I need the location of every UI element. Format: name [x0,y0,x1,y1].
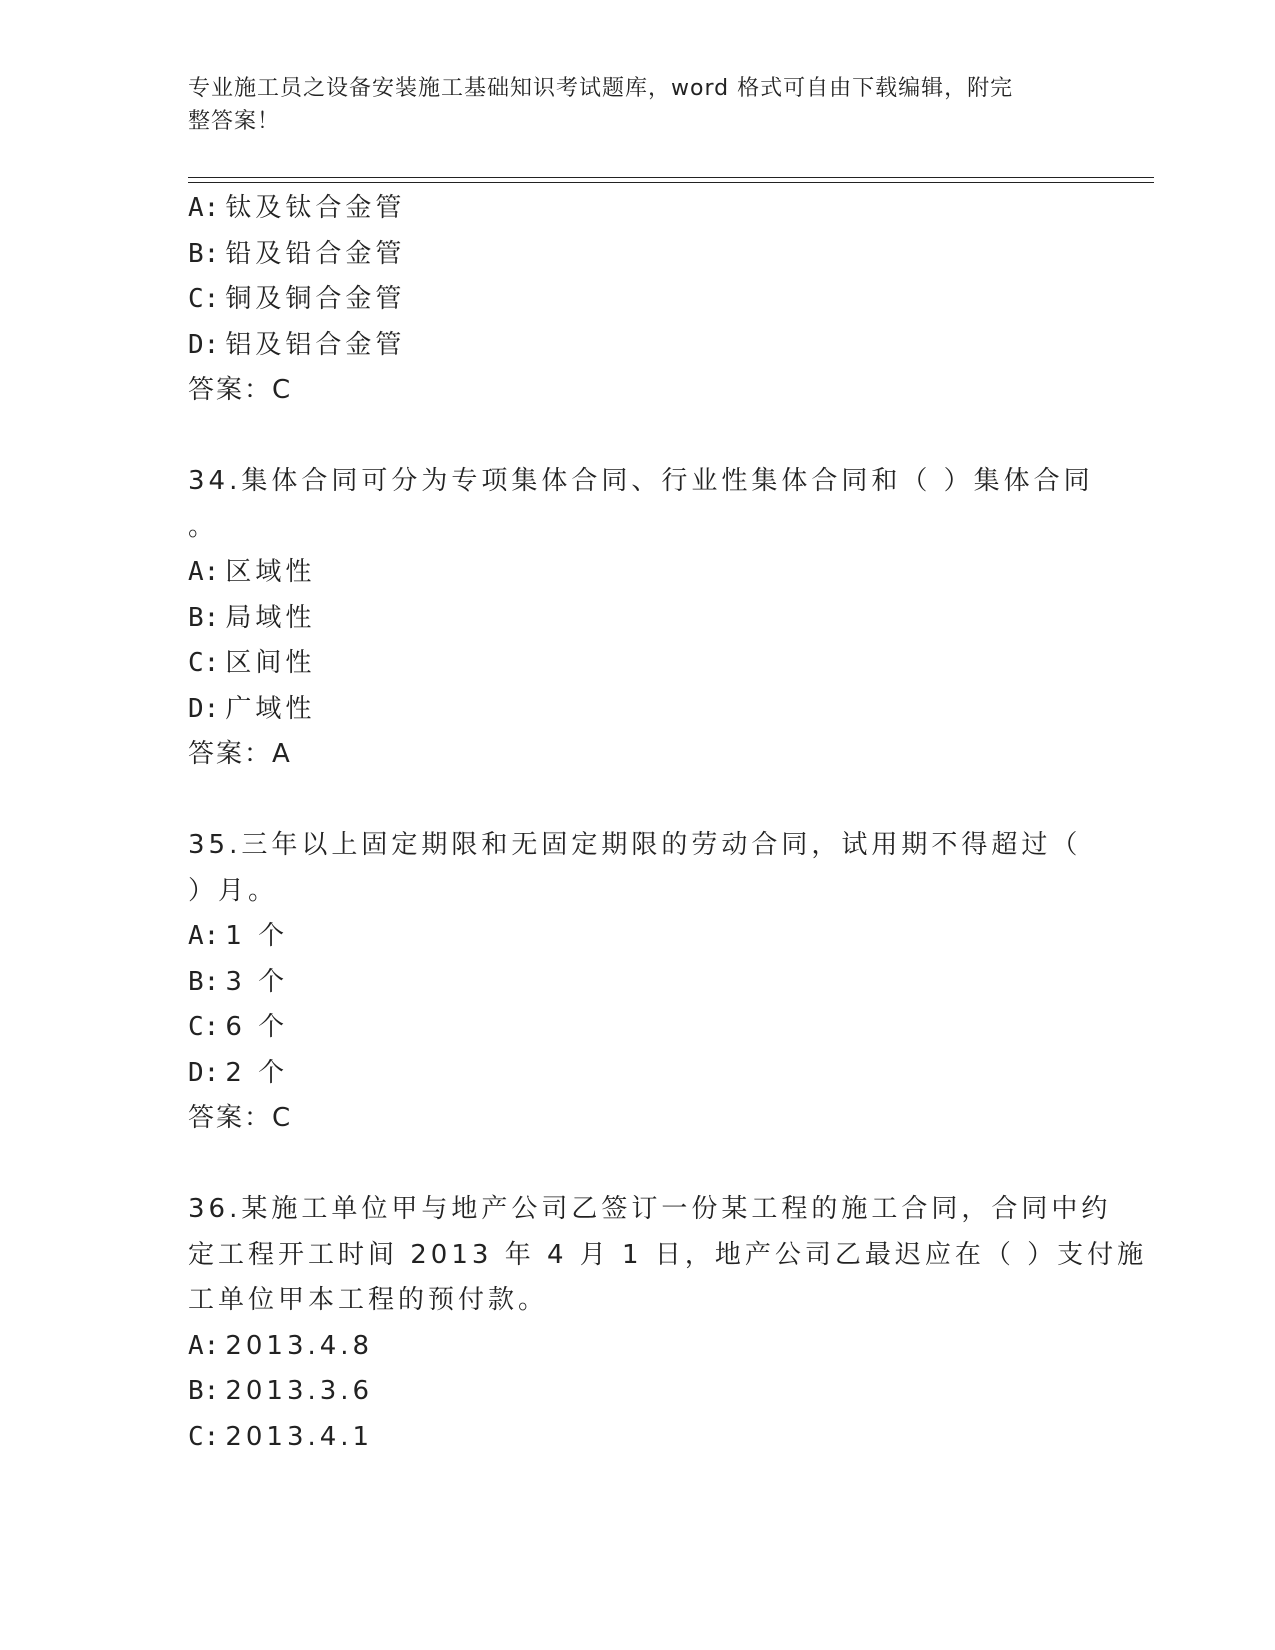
option-text: 1 个 [225,921,289,951]
option-a [188,186,1088,232]
option-label: D: [188,1057,220,1088]
option-label: B: [188,238,220,269]
option-b [188,596,1088,642]
question-stem-continued: 定工程开工时间 2013 年 4 月 1 日，地产公司乙最迟应在（ ）支付施 [188,1239,1148,1270]
question-spacer [188,414,1088,460]
option-c [188,277,1088,323]
option-c [188,641,1088,687]
option-text: 3 个 [225,966,289,997]
option-label: D: [188,693,220,724]
option-label: D: [188,329,220,360]
question-34 [188,459,1094,778]
option-b [188,960,1088,1006]
option-text: 钛及钛合金管 [225,193,406,223]
question-stem-continued: 工单位甲本工程的预付款。 [188,1285,549,1315]
option-label: A: [188,557,220,587]
answer: 答案：C [188,375,293,405]
option-label: B: [188,602,220,633]
option-c [188,1005,1088,1051]
question-stem-continued: 。 [188,511,219,542]
header-divider-top [188,177,1154,178]
question-36 [188,1187,1148,1460]
option-label: A: [188,193,220,223]
option-label: A: [188,1330,220,1361]
question-list [188,186,1148,1460]
question-33 [188,186,1088,414]
question-spacer [188,1142,1088,1188]
question-stem: 36.某施工单位甲与地产公司乙签订一份某工程的施工合同，合同中约 [188,1194,1112,1224]
header-divider-bottom [188,182,1154,183]
option-d [188,1051,1088,1097]
option-label: C: [188,284,220,314]
option-text: 2013.4.1 [225,1421,374,1452]
option-a [188,914,1088,960]
option-d [188,323,1088,369]
option-label: A: [188,921,220,951]
answer: 答案：C [188,1103,293,1133]
option-a [188,1324,1088,1370]
header-line-2: 整答案！ [188,109,281,134]
option-text: 铜及铜合金管 [225,284,406,314]
option-label: C: [188,1012,220,1042]
option-text: 广域性 [225,693,316,724]
option-text: 区间性 [225,648,316,678]
option-text: 区域性 [225,557,316,587]
option-c [188,1415,1088,1461]
option-label: C: [188,648,220,678]
question-stem: 35.三年以上固定期限和无固定期限的劳动合同，试用期不得超过（ [188,830,1082,860]
option-text: 铝及铝合金管 [225,329,406,360]
question-35 [188,823,1088,1142]
question-spacer [188,778,1088,824]
option-text: 2 个 [225,1057,289,1088]
option-label: B: [188,966,220,997]
option-label: C: [188,1421,220,1452]
option-text: 局域性 [225,602,316,633]
option-b [188,232,1088,278]
header-line-1: 专业施工员之设备安装施工基础知识考试题库，word 格式可自由下载编辑，附完 [188,76,1014,101]
option-a [188,550,1088,596]
option-label: B: [188,1376,220,1406]
document-header [188,72,1068,138]
option-b [188,1369,1088,1415]
option-text: 2013.4.8 [225,1330,374,1361]
question-stem: 34.集体合同可分为专项集体合同、行业性集体合同和（ ）集体合同 [188,466,1094,496]
option-d [188,687,1088,733]
answer: 答案：A [188,739,292,769]
option-text: 2013.3.6 [225,1376,374,1406]
option-text: 6 个 [225,1012,289,1042]
question-stem-continued: ）月。 [188,875,279,906]
option-text: 铅及铅合金管 [225,238,406,269]
